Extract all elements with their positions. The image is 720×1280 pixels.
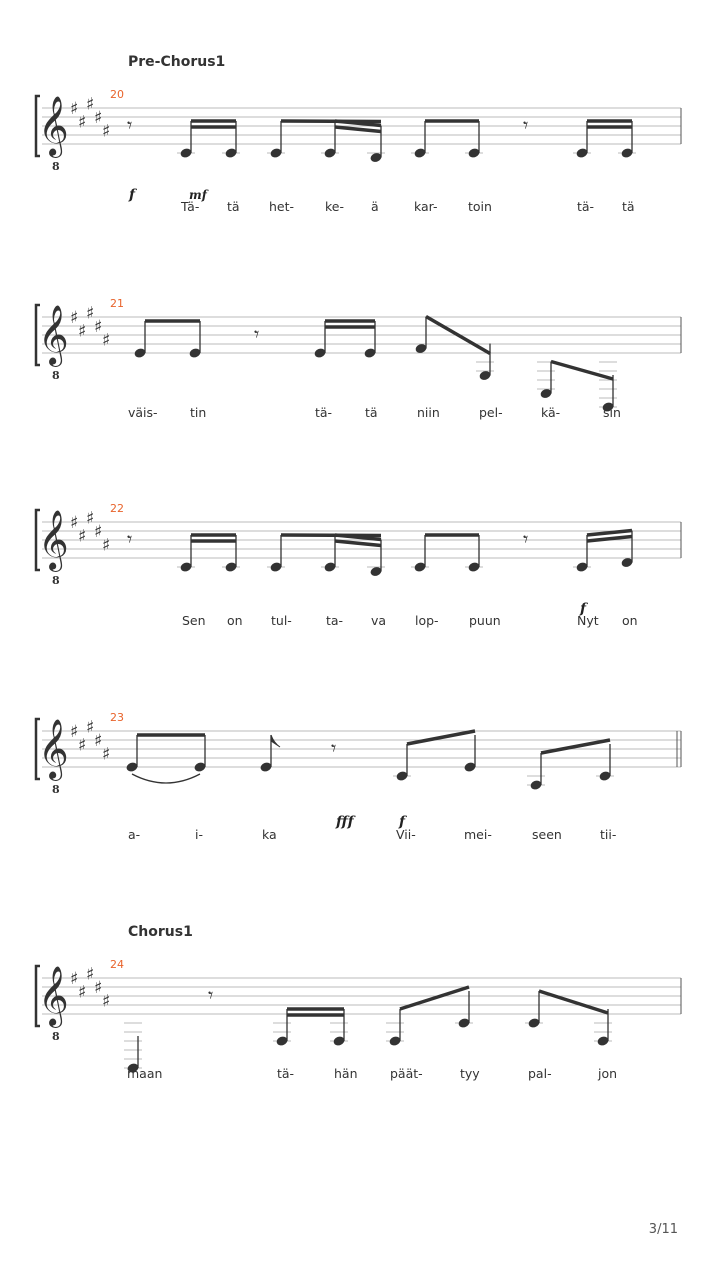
sharp-icon: ♯ bbox=[86, 508, 95, 529]
sharp-icon: ♯ bbox=[94, 978, 103, 998]
staff-system-22 bbox=[36, 502, 681, 628]
lyric-syllable: lop- bbox=[415, 613, 439, 628]
lyric-syllable: Sen bbox=[182, 613, 206, 628]
sharp-icon: ♯ bbox=[102, 330, 111, 351]
sharp-icon: ♯ bbox=[78, 735, 87, 756]
section-title-chorus: Chorus1 bbox=[128, 924, 193, 940]
lyric-syllable: Nyt bbox=[577, 613, 599, 628]
lyric-syllable: puun bbox=[469, 613, 501, 628]
sharp-icon: ♯ bbox=[78, 112, 87, 133]
measure-number: 21 bbox=[110, 297, 124, 310]
dynamic-marking: f bbox=[399, 814, 406, 830]
staff-system-21 bbox=[36, 297, 681, 420]
dynamic-marking: mf bbox=[189, 188, 207, 202]
sharp-icon: ♯ bbox=[102, 535, 111, 556]
note-beam bbox=[407, 731, 475, 744]
treble-clef-icon: 𝄞 bbox=[38, 966, 69, 1026]
lyric-syllable: tä- bbox=[577, 199, 595, 214]
lyric-syllable: jon bbox=[598, 1066, 618, 1081]
lyric-syllable: Tä- bbox=[181, 199, 200, 214]
sharp-icon: ♯ bbox=[70, 722, 79, 742]
octave-8-marking: 8 bbox=[52, 574, 60, 587]
lyric-syllable: het- bbox=[269, 199, 295, 214]
eighth-rest-icon: 𝄾 bbox=[127, 527, 133, 551]
lyric-syllable: tyy bbox=[460, 1066, 480, 1081]
eighth-rest-icon: 𝄾 bbox=[127, 113, 133, 137]
treble-clef-icon: 𝄞 bbox=[38, 96, 69, 156]
sharp-icon: ♯ bbox=[94, 317, 103, 337]
treble-clef-icon: 𝄞 bbox=[38, 719, 69, 779]
lyric-syllable: pal- bbox=[528, 1066, 552, 1081]
lyric-syllable: päät- bbox=[390, 1066, 423, 1081]
lyric-syllable: tä- bbox=[315, 405, 333, 420]
sharp-icon: ♯ bbox=[94, 731, 103, 751]
lyric-syllable: Vii- bbox=[396, 827, 416, 842]
sharp-icon: ♯ bbox=[86, 94, 95, 115]
lyric-syllable: seen bbox=[532, 827, 562, 842]
lyric-syllable: on bbox=[622, 613, 638, 628]
measure-number: 24 bbox=[110, 958, 124, 971]
lyric-syllable: ta- bbox=[326, 613, 344, 628]
sharp-icon: ♯ bbox=[70, 99, 79, 119]
dynamic-marking: fff bbox=[336, 814, 354, 830]
lyric-syllable: tä- bbox=[277, 1066, 295, 1081]
note-beam bbox=[335, 541, 381, 546]
treble-clef-icon: 𝄞 bbox=[38, 305, 69, 365]
lyric-syllable: tä bbox=[622, 199, 635, 214]
lyric-syllable: toin bbox=[468, 199, 492, 214]
sharp-icon: ♯ bbox=[102, 991, 111, 1012]
lyric-syllable: tä bbox=[365, 405, 378, 420]
section-title-pre-chorus: Pre-Chorus1 bbox=[128, 54, 226, 70]
staff-system-24 bbox=[36, 958, 681, 1081]
lyric-syllable: kä- bbox=[541, 405, 561, 420]
sharp-icon: ♯ bbox=[78, 982, 87, 1003]
note-beam bbox=[281, 121, 381, 122]
sharp-icon: ♯ bbox=[70, 969, 79, 989]
page-number: 3/11 bbox=[648, 1222, 678, 1237]
treble-clef-icon: 𝄞 bbox=[38, 510, 69, 570]
sharp-icon: ♯ bbox=[86, 964, 95, 985]
lyric-syllable: tä bbox=[227, 199, 240, 214]
lyric-syllable: hän bbox=[334, 1066, 358, 1081]
dynamic-marking: f bbox=[580, 601, 587, 617]
lyric-syllable: on bbox=[227, 613, 243, 628]
lyric-syllable: tin bbox=[190, 405, 207, 420]
lyric-syllable: mei- bbox=[464, 827, 492, 842]
lyric-syllable: ä bbox=[371, 199, 379, 214]
eighth-rest-icon: 𝄾 bbox=[254, 322, 260, 346]
octave-8-marking: 8 bbox=[52, 1030, 60, 1043]
sharp-icon: ♯ bbox=[70, 513, 79, 533]
note-beam bbox=[335, 127, 381, 132]
lyric-syllable: väis- bbox=[128, 405, 158, 420]
lyric-syllable: kar- bbox=[414, 199, 438, 214]
sharp-icon: ♯ bbox=[78, 526, 87, 547]
octave-8-marking: 8 bbox=[52, 783, 60, 796]
lyric-syllable: maan bbox=[127, 1066, 163, 1081]
note-beam bbox=[281, 535, 381, 536]
eighth-rest-icon: 𝄾 bbox=[523, 113, 529, 137]
staff-system-20 bbox=[36, 88, 681, 214]
eighth-rest-icon: 𝄾 bbox=[523, 527, 529, 551]
lyric-syllable: va bbox=[371, 613, 387, 628]
note-beam bbox=[541, 740, 610, 753]
note-beam bbox=[400, 987, 469, 1009]
lyric-syllable: ka bbox=[262, 827, 277, 842]
sharp-icon: ♯ bbox=[70, 308, 79, 328]
eighth-rest-icon: 𝄾 bbox=[208, 983, 214, 1007]
sharp-icon: ♯ bbox=[102, 121, 111, 142]
lyric-syllable: ke- bbox=[325, 199, 344, 214]
lyric-syllable: pel- bbox=[479, 405, 503, 420]
dynamic-marking: f bbox=[129, 187, 136, 203]
staff-system-23 bbox=[36, 711, 681, 842]
note-beam bbox=[551, 362, 613, 380]
octave-8-marking: 8 bbox=[52, 369, 60, 382]
sharp-icon: ♯ bbox=[78, 321, 87, 342]
sharp-icon: ♯ bbox=[86, 717, 95, 738]
note-flag bbox=[271, 735, 280, 747]
measure-number: 20 bbox=[110, 88, 124, 101]
lyric-syllable: niin bbox=[417, 405, 440, 420]
lyric-syllable: i- bbox=[195, 827, 203, 842]
lyric-syllable: a- bbox=[128, 827, 141, 842]
sharp-icon: ♯ bbox=[102, 744, 111, 765]
sharp-icon: ♯ bbox=[94, 522, 103, 542]
tie bbox=[132, 774, 200, 783]
measure-number: 22 bbox=[110, 502, 124, 515]
sharp-icon: ♯ bbox=[94, 108, 103, 128]
eighth-rest-icon: 𝄾 bbox=[331, 736, 337, 760]
lyric-syllable: sin bbox=[603, 405, 621, 420]
lyric-syllable: tii- bbox=[600, 827, 617, 842]
lyric-syllable: tul- bbox=[271, 613, 292, 628]
measure-number: 23 bbox=[110, 711, 124, 724]
note-beam bbox=[539, 991, 608, 1013]
sharp-icon: ♯ bbox=[86, 303, 95, 324]
octave-8-marking: 8 bbox=[52, 160, 60, 173]
